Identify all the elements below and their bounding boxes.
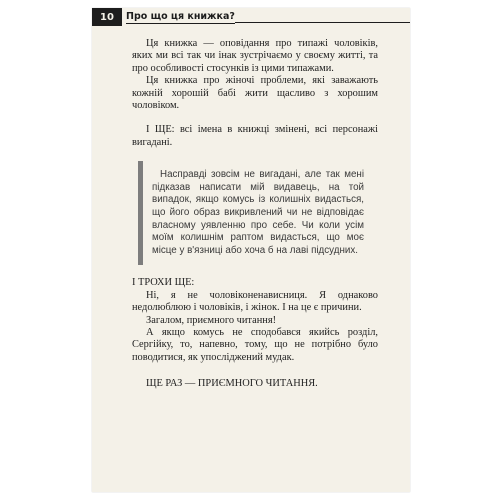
running-title: Про що ця книжка? <box>126 10 235 22</box>
book-page <box>92 8 410 492</box>
callout-box <box>138 161 374 265</box>
spacer <box>132 265 378 277</box>
closing-line: ЩЕ РАЗ — ПРИЄМНОГО ЧИТАННЯ. <box>146 378 318 390</box>
more-paragraph-2: Загалом, приємного читання! <box>146 314 277 326</box>
page-header <box>92 8 410 26</box>
page-body <box>132 38 378 391</box>
intro-paragraph-1: Ця книжка — оповідання про типажі чоловіків, яких ми всі так чи інак зустрічаємо у своєму житті, та про особливості стосунків із цими типажами. <box>132 38 378 74</box>
disclaimer-paragraph: І ЩЕ: всі імена в книжці змінені, всі персонажі вигадані. <box>132 124 378 148</box>
more-paragraph-3: А якщо комусь не сподобався якийсь розділ, Сергійку, то, напевно, тому, що не потрібно було поводитися, як упосліджений мудак. <box>132 327 378 363</box>
spacer <box>132 112 378 124</box>
callout-text: Насправді зовсім не вигадані, але так мені підказав написати мій видавець, на той випадок, якщо комусь із колишніх видасться, що його образ викривлений чи не відповідає власному уявленню про себе. Чи коли усім моїм колишнім раптом видасться, що моє місце у в'язниці або хоча б на лаві підсудних. <box>152 169 364 256</box>
more-heading: І ТРОХИ ЩЕ: <box>132 277 195 289</box>
spacer <box>132 149 378 161</box>
intro-paragraph-2: Ця книжка про жіночі проблеми, які заважають кожній хорошій бабі жити щасливо з хорошим чоловіком. <box>132 75 378 112</box>
page-number: 10 <box>92 8 122 26</box>
more-paragraph-1: Ні, я не чоловіконенависниця. Я однаково недолюблюю і чоловіків, і жінок. І на це є причини. <box>132 289 378 314</box>
callout-bar <box>138 161 143 265</box>
header-rule <box>235 22 410 23</box>
spacer <box>132 364 378 378</box>
